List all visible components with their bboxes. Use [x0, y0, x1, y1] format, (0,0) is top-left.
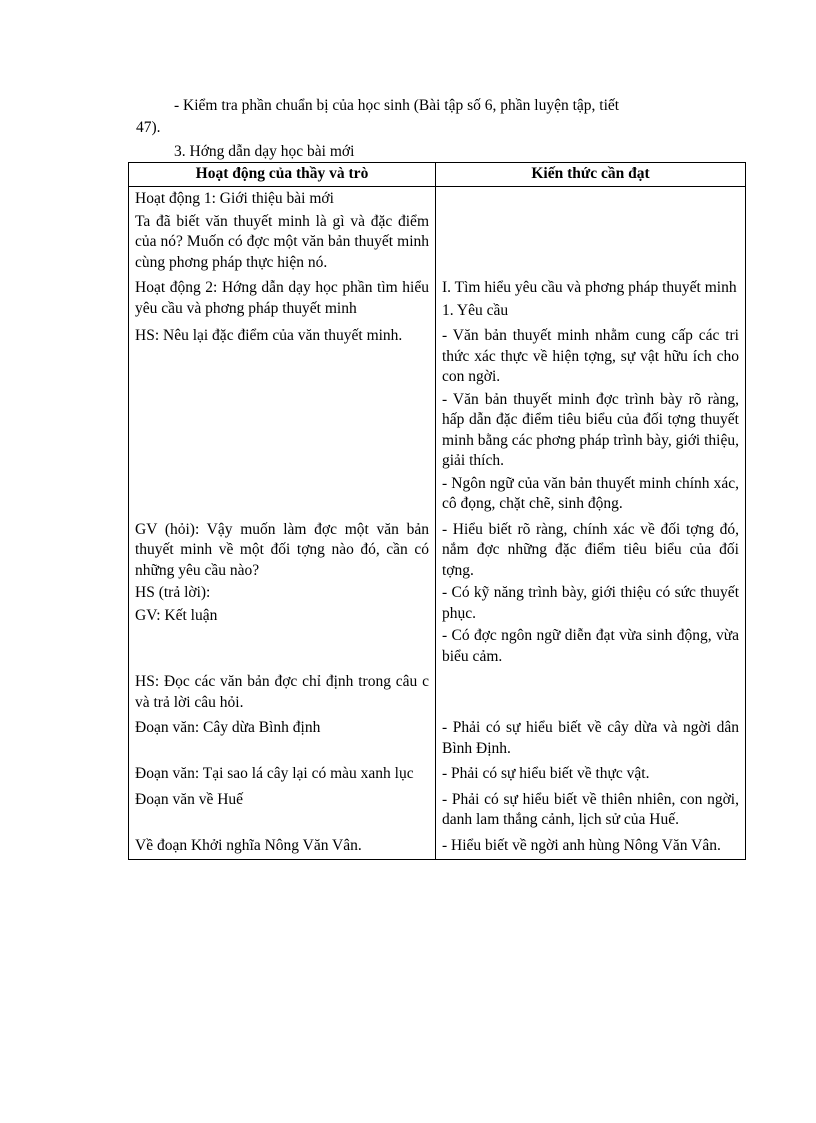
- table-row: [129, 324, 746, 518]
- table-row: [129, 788, 746, 834]
- section-heading: 3. Hớng dẫn dạy học bài mới: [174, 143, 355, 160]
- knowledge-text: - Văn bản thuyết minh đợc trình bày rõ ràng, hấp dẫn đặc điểm tiêu biểu của đối tợng thuyết minh bằng các phơng pháp trình bày, giới thiệu, giải thích.: [442, 390, 739, 469]
- knowledge-text: - Hiểu biết về ngời anh hùng Nông Văn Vân.: [442, 836, 721, 854]
- activity-text: Đoạn văn về Huế: [135, 790, 244, 808]
- knowledge-text: - Phải có sự hiểu biết về cây dừa và ngời dân Bình Định.: [442, 719, 739, 757]
- header-teacher-student-activity: Hoạt động của thầy và trò: [129, 163, 436, 187]
- activity-text: Ta đã biết văn thuyết minh là gì và đặc điểm của nó? Muốn có đợc một văn bản thuyết minh cùng phơng pháp thực hiện nó.: [135, 212, 429, 271]
- lesson-table: [128, 162, 746, 860]
- knowledge-text: 1. Yêu cầu: [442, 301, 509, 319]
- activity-cell: [129, 276, 436, 324]
- knowledge-cell: [436, 762, 746, 788]
- knowledge-cell: [436, 834, 746, 860]
- table-row: [129, 762, 746, 788]
- activity-cell: [129, 788, 436, 834]
- table-row: [129, 716, 746, 762]
- activity-text: GV: Kết luận: [135, 606, 218, 624]
- knowledge-cell: [436, 187, 746, 277]
- activity-text: HS (trả lời):: [135, 584, 211, 601]
- knowledge-text: - Hiểu biết rõ ràng, chính xác về đối tợng đó, nắm đợc những đặc điểm tiêu biểu của đối tợng.: [442, 520, 739, 579]
- activity-text: Hoạt động 1: Giới thiệu bài mới: [135, 190, 334, 207]
- activity-text: HS: Đọc các văn bản đợc chỉ định trong câu c và trả lời câu hỏi.: [135, 673, 429, 711]
- knowledge-text: I. Tìm hiểu yêu cầu và phơng pháp thuyết minh: [442, 279, 737, 296]
- activity-cell: [129, 324, 436, 518]
- header-knowledge-to-achieve: Kiến thức cần đạt: [436, 163, 746, 187]
- activity-text: Hoạt động 2: Hớng dẫn dạy học phần tìm hiểu yêu cầu và phơng pháp thuyết minh: [135, 279, 429, 317]
- table-row: [129, 276, 746, 324]
- knowledge-cell: [436, 788, 746, 834]
- activity-cell: [129, 518, 436, 671]
- activity-text: GV (hỏi): Vậy muốn làm đợc một văn bản thuyết minh về một đối tợng nào đó, cần có những yêu cầu nào?: [135, 520, 429, 579]
- table-row: [129, 670, 746, 716]
- table-row: [129, 187, 746, 277]
- activity-text: Đoạn văn: Tại sao lá cây lại có màu xanh lục: [135, 765, 414, 782]
- knowledge-text: - Văn bản thuyết minh nhằm cung cấp các tri thức xác thực về hiện tợng, sự vật hữu ích cho con ngời.: [442, 327, 739, 385]
- knowledge-text: - Có kỹ năng trình bày, giới thiệu có sức thuyết phục.: [442, 584, 739, 622]
- knowledge-cell: [436, 518, 746, 671]
- activity-text: Đoạn văn: Cây dừa Bình định: [135, 719, 321, 736]
- intro-line-1: - Kiểm tra phần chuẩn bị của học sinh (Bài tập số 6, phần luyện tập, tiết: [174, 97, 620, 114]
- knowledge-text: - Phải có sự hiểu biết về thiên nhiên, con ngời, danh lam thắng cảnh, lịch sử của Huế.: [442, 790, 739, 828]
- activity-cell: [129, 762, 436, 788]
- knowledge-text: - Có đợc ngôn ngữ diễn đạt vừa sinh động, vừa biểu cảm.: [442, 627, 739, 665]
- table-header-row: [129, 163, 746, 187]
- table-row: [129, 518, 746, 671]
- activity-cell: [129, 187, 436, 277]
- activity-text: Về đoạn Khởi nghĩa Nông Văn Vân.: [135, 836, 362, 854]
- knowledge-cell: [436, 276, 746, 324]
- knowledge-text: - Phải có sự hiểu biết về thực vật.: [442, 765, 650, 782]
- activity-cell: [129, 834, 436, 860]
- table-row: [129, 834, 746, 860]
- knowledge-cell: [436, 716, 746, 762]
- intro-line-2: 47).: [136, 119, 161, 136]
- knowledge-cell: [436, 324, 746, 518]
- knowledge-cell: [436, 670, 746, 716]
- knowledge-text: - Ngôn ngữ của văn bản thuyết minh chính xác, cô đọng, chặt chẽ, sinh động.: [442, 474, 739, 512]
- activity-cell: [129, 716, 436, 762]
- activity-cell: [129, 670, 436, 716]
- activity-text: HS: Nêu lại đặc điểm của văn thuyết minh.: [135, 327, 403, 344]
